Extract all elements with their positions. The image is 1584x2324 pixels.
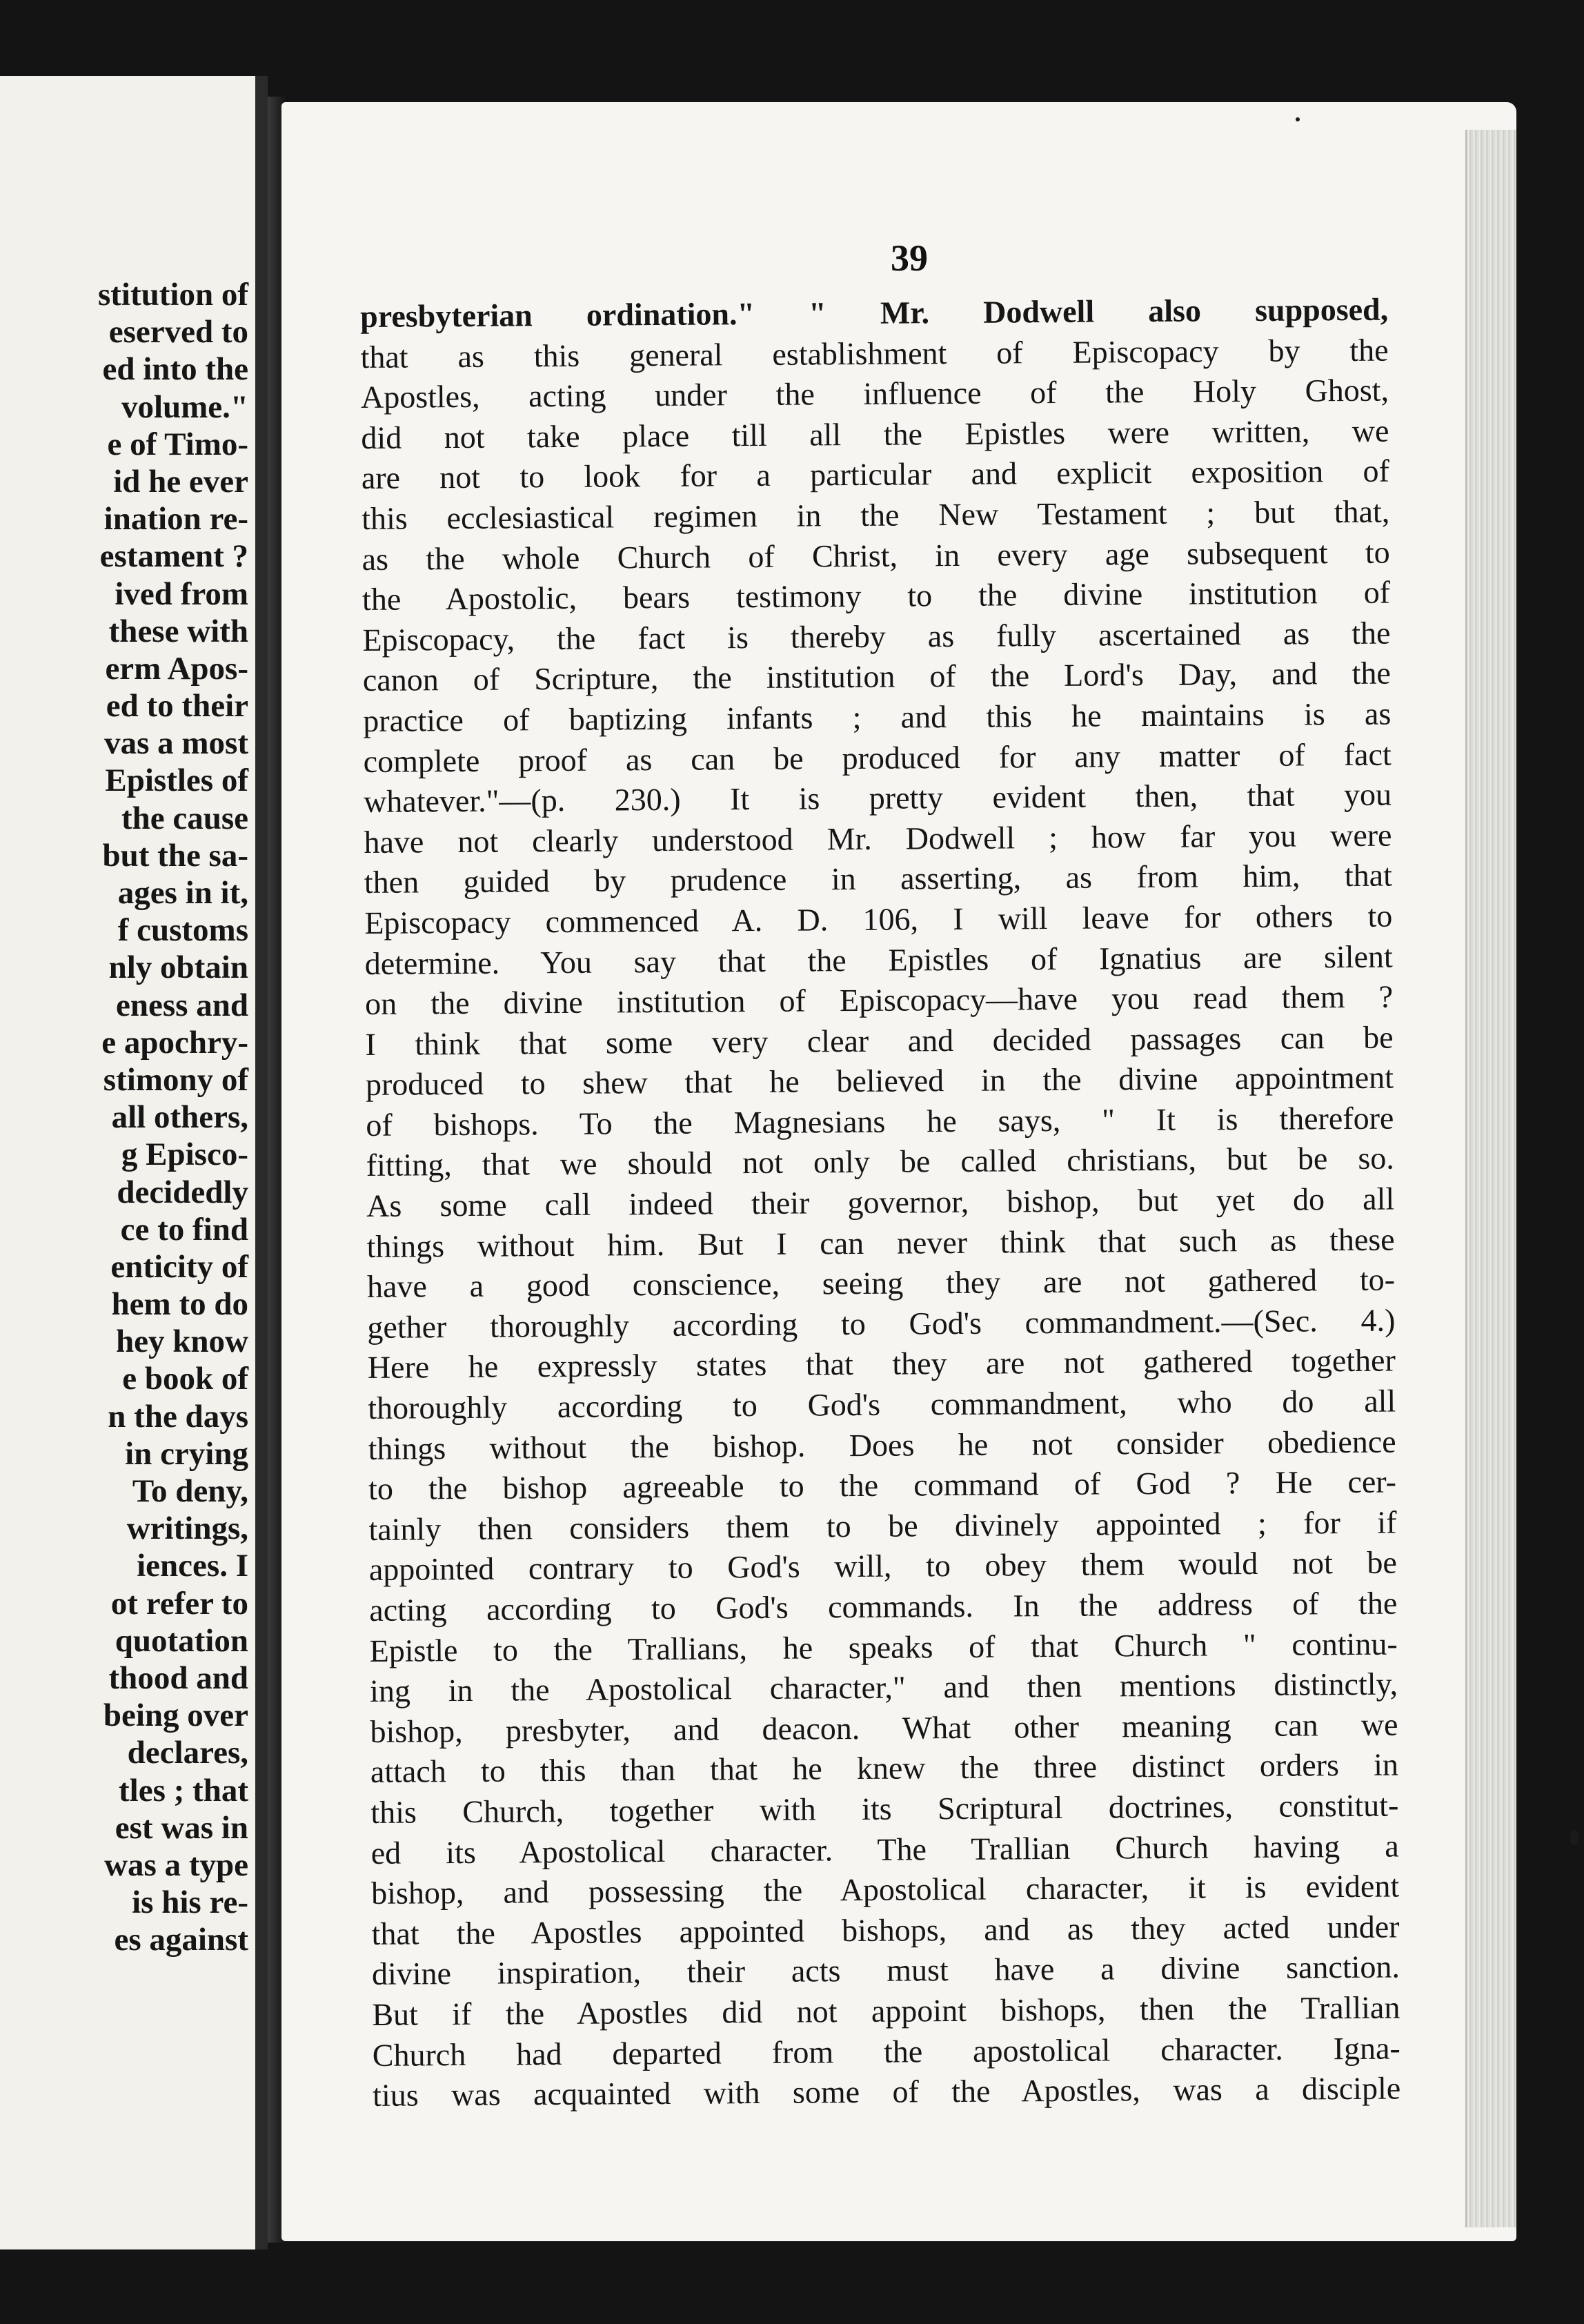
facing-page-line: iences. I	[137, 1548, 248, 1584]
ink-speck	[1570, 1830, 1578, 1845]
text-line: Epistle to the Trallians, he speaks of that Church " continu-	[369, 1626, 1398, 1668]
facing-page-line: ination re-	[103, 501, 248, 538]
text-line: tius was acquainted with some of the Apostles, was a disciple	[373, 2070, 1401, 2114]
text-line: are not to look for a particular and explicit exposition of	[361, 453, 1389, 496]
text-line: have not clearly understood Mr. Dodwell ; how far you were	[364, 817, 1392, 860]
text-line: attach to this than that he knew the three distinct orders in	[370, 1746, 1399, 1790]
text-line: this ecclesiastical regimen in the New Testament ; but that,	[362, 493, 1390, 536]
facing-page-line: e of Timo-	[107, 426, 248, 462]
text-line: ed its Apostolical character. The Trallian Church having a	[370, 1828, 1399, 1871]
facing-page-line: all others,	[111, 1099, 248, 1136]
facing-page-line: vas a most	[104, 725, 248, 762]
facing-page-line: To deny,	[132, 1473, 248, 1509]
text-line: ing in the Apostolical character," and then mentions distinctly,	[369, 1666, 1398, 1709]
text-line: of bishops. To the Magnesians he says, " It is therefore	[366, 1100, 1394, 1143]
facing-page-line: hey know	[116, 1323, 248, 1360]
facing-page-line: ed into the	[102, 351, 248, 388]
facing-page-line: eness and	[116, 987, 248, 1023]
facing-page-line: writings,	[126, 1510, 248, 1547]
text-line: the Apostolic, bears testimony to the divine institution of	[362, 574, 1391, 618]
text-line: produced to shew that he believed in the divine appointment	[365, 1059, 1394, 1103]
text-line: gether thoroughly according to God's commandment.—(Sec. 4.)	[367, 1302, 1396, 1345]
text-line: canon of Scripture, the institution of the Lord's Day, and the	[362, 655, 1392, 698]
text-line: then guided by prudence in asserting, as from him, that	[364, 857, 1393, 900]
facing-page-line: enticity of	[110, 1248, 248, 1285]
facing-page-line: these with	[108, 613, 248, 649]
facing-page-line: declares,	[127, 1735, 248, 1771]
facing-page-line: eserved to	[108, 314, 248, 351]
page-edge	[1465, 130, 1516, 2227]
text-line: As some call indeed their governor, bishop, but yet do all	[366, 1181, 1395, 1224]
text-line: this Church, together with its Scriptural doctrines, constitut-	[370, 1787, 1399, 1830]
text-line: thoroughly according to God's commandment, who do all	[368, 1383, 1396, 1426]
page-body-text	[360, 290, 1400, 2116]
text-line: that as this general establishment of Episcopacy by the	[360, 332, 1389, 375]
text-line: Here he expressly states that they are not gathered together	[367, 1342, 1396, 1386]
text-line: acting according to God's commands. In the address of the	[369, 1585, 1398, 1628]
facing-page-line: Epistles of	[105, 762, 248, 799]
facing-page-line: est was in	[115, 1809, 248, 1846]
facing-page-line: e apochry-	[101, 1024, 248, 1061]
facing-page-line: f customs	[117, 912, 248, 949]
facing-page-line: but the sa-	[102, 837, 248, 874]
text-line: bishop, and possessing the Apostolical character, it is evident	[370, 1868, 1400, 1911]
text-line: complete proof as can be produced for any matter of fact	[363, 736, 1392, 779]
text-line: Episcopacy, the fact is thereby as fully ascertained as the	[362, 615, 1391, 658]
facing-page-line: being over	[103, 1697, 248, 1734]
text-line: Church had departed from the apostolical character. Igna-	[372, 2030, 1400, 2073]
facing-page-line: stitution of	[97, 277, 248, 313]
facing-page-line: in crying	[125, 1435, 248, 1472]
facing-page-line: n the days	[108, 1398, 248, 1435]
facing-page-line: id he ever	[113, 463, 248, 500]
text-line: practice of baptizing infants ; and this he maintains is as	[363, 696, 1392, 738]
facing-page-text	[98, 276, 248, 1958]
facing-page-line: tles ; that	[119, 1772, 248, 1809]
text-line: I think that some very clear and decided passages can be	[365, 1019, 1394, 1062]
text-line: that the Apostles appointed bishops, and as they acted under	[371, 1909, 1400, 1951]
facing-page-line: ed to their	[106, 688, 248, 725]
facing-page-line: hem to do	[111, 1286, 248, 1323]
facing-page-line: ived from	[115, 575, 248, 612]
text-line: have a good conscience, seeing they are not gathered to-	[366, 1261, 1396, 1305]
text-line: Episcopacy commenced A. D. 106, I will leave for others to	[364, 898, 1393, 941]
text-line: fitting, that we should not only be called christians, but be so.	[366, 1141, 1394, 1183]
facing-page-line: es against	[114, 1922, 248, 1958]
text-line: whatever."—(p. 230.) It is pretty evident then, that you	[363, 776, 1392, 820]
facing-page-line: ages in it,	[117, 875, 248, 911]
facing-page-line: erm Apos-	[105, 650, 248, 687]
text-line: appointed contrary to God's will, to obey them would not be	[368, 1544, 1398, 1588]
facing-page-line: estament ?	[99, 538, 248, 575]
text-line: to the bishop agreeable to the command of God ? He cer-	[368, 1464, 1397, 1507]
text-line: divine inspiration, their acts must have a divine sanction.	[371, 1949, 1400, 1992]
text-line: Apostles, acting under the influence of the Holy Ghost,	[360, 372, 1389, 415]
text-line: things without the bishop. Does he not consider obedience	[368, 1424, 1396, 1466]
facing-page-line: the cause	[121, 800, 248, 836]
facing-page-line: thood and	[108, 1660, 248, 1696]
facing-page-line: volume."	[121, 388, 248, 425]
facing-page-line: ce to find	[120, 1211, 248, 1248]
text-line: as the whole Church of Christ, in every age subsequent to	[362, 534, 1390, 577]
text-line: things without him. But I can never think that such as these	[366, 1221, 1395, 1264]
text-line: bishop, presbyter, and deacon. What other meaning can we	[370, 1706, 1398, 1749]
text-line: But if the Apostles did not appoint bishops, then the Trallian	[372, 1989, 1400, 2032]
ink-speck	[1296, 117, 1300, 121]
text-line: on the divine institution of Episcopacy—have you read them ?	[364, 978, 1394, 1022]
facing-page-line: decidedly	[117, 1174, 248, 1210]
facing-page-line: is his re-	[132, 1884, 248, 1921]
text-line: determine. You say that the Epistles of Ignatius are silent	[364, 938, 1393, 981]
facing-page-line: ot refer to	[110, 1585, 248, 1622]
text-line: did not take place till all the Epistles were written, we	[361, 413, 1389, 455]
text-line: tainly then considers them to be divinely appointed ; for if	[368, 1504, 1397, 1547]
facing-page-line: nly obtain	[108, 949, 248, 986]
facing-page-line: stimony of	[103, 1061, 248, 1098]
facing-page-line: g Episco-	[121, 1136, 248, 1173]
page-number: 39	[891, 237, 928, 279]
facing-page-left	[0, 76, 268, 2249]
facing-page-line: was a type	[104, 1847, 248, 1883]
facing-page-line: quotation	[115, 1622, 248, 1659]
book-page	[281, 102, 1516, 2241]
text-line: presbyterian ordination." " Mr. Dodwell also supposed,	[360, 291, 1389, 334]
facing-page-line: e book of	[122, 1361, 248, 1397]
